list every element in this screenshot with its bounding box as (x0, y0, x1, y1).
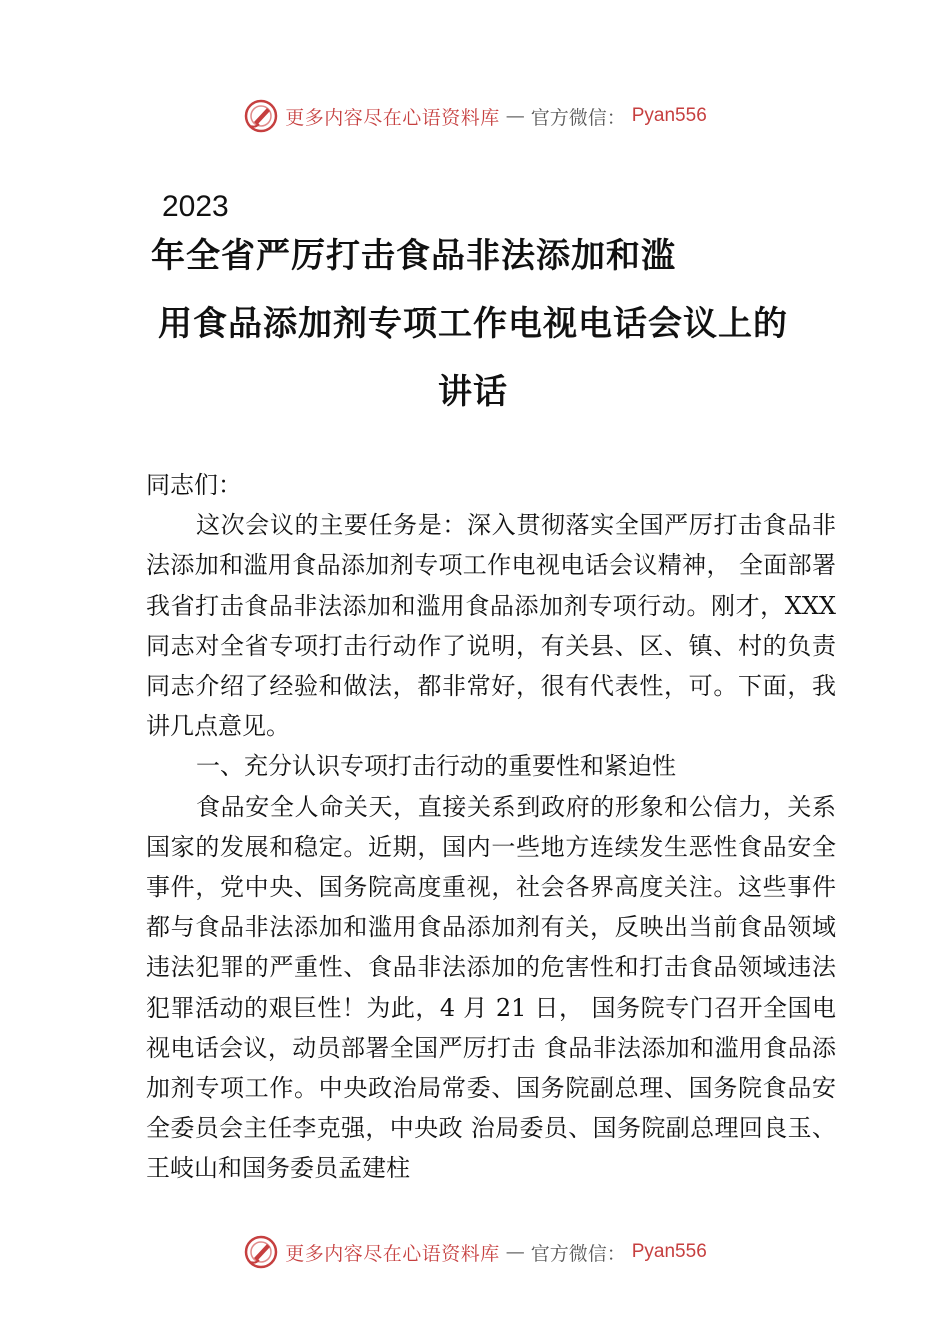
section-heading: 一、充分认识专项打击行动的重要性和紧迫性 (196, 752, 676, 781)
banner-wechat-label: 官方微信： (530, 106, 626, 129)
document-body (146, 465, 836, 1189)
seal-logo-icon (243, 98, 279, 134)
footer-banner (0, 1232, 950, 1272)
banner-separator: — (505, 105, 525, 127)
banner-text: 更多内容尽在心语资料库 (285, 106, 500, 129)
title-year: 2023 (162, 190, 229, 223)
footer-banner-text: 更多内容尽在心语资料库 (285, 1242, 500, 1265)
salutation: 同志们： (146, 471, 242, 499)
seal-logo-icon (243, 1234, 279, 1270)
title-line-3: 讲话 (438, 372, 508, 412)
footer-banner-wechat-id: Pyan556 (631, 1241, 707, 1262)
title-line-1: 年全省严厉打击食品非法添加和滥 (151, 236, 676, 276)
section-paragraph: 食品安全人命关天，直接关系到政府的形象和公信力，关系国家的发展和稳定。近期，国内一些地方连续发生恶性食品安全事件，党中央、国务院高度重视，社会各界高度关注。这些事件都与食品非法添加和滥用食品添加剂有关，反映出当前食品领域违法犯罪的严重性、食品非法添加的危害性和打击食品领域违法犯罪活动的艰巨性！为此，4 月 21 日， 国务院专门召开全国电视电话会议，动员部署全国严厉打击 食品非法添加和滥用食品添加剂专项工作。中央政治局常委、国务院副总理、国务院食品安全委员会主任李克强，中央政 治局委员、国务院副总理回良玉、王岐山和国务委员孟建柱 (146, 792, 836, 1183)
header-banner (0, 96, 950, 136)
title-line-2: 用食品添加剂专项工作电视电话会议上的 (158, 304, 788, 344)
banner-wechat-id: Pyan556 (631, 105, 707, 126)
footer-banner-separator: — (505, 1241, 525, 1263)
footer-banner-wechat-label: 官方微信： (530, 1242, 626, 1265)
intro-paragraph: 这次会议的主要任务是：深入贯彻落实全国严厉打击食品非法添加和滥用食品添加剂专项工作电视电话会议精神， 全面部署我省打击食品非法添加和滥用食品添加剂专项行动。刚才，XXX 同志对全省专项打击行动作了说明，有关县、区、镇、村的负责同志介绍了经验和做法，都非常好，很有代表性，可。下面，我讲几点意见。 (146, 511, 836, 741)
